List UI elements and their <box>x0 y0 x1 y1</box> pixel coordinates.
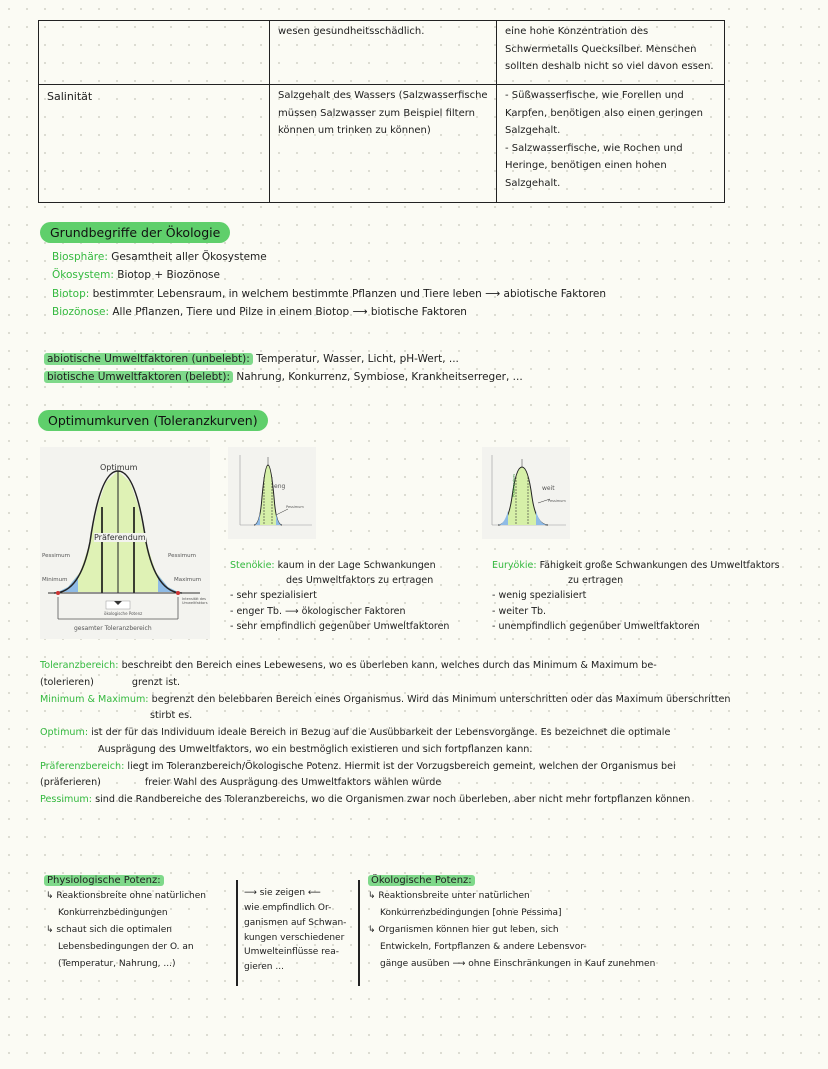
section-title-optimumkurven: Optimumkurven (Toleranzkurven) <box>38 410 268 431</box>
oek-line: Entwickeln, Fortpflanzen & andere Lebensvor- <box>380 942 587 953</box>
def-abiotisch <box>44 350 814 368</box>
table-cell-effect: Salzgehalt des Wassers (Salzwasserfische müssen Salzwasser zum Beispiel filtern können um trinken zu können) <box>270 85 497 203</box>
label-pessimum-small-2: Pessimum <box>548 499 566 503</box>
stenoekie-block <box>230 558 480 634</box>
euryoek-curve-diagram <box>482 447 570 539</box>
table-row <box>39 85 725 203</box>
oek-line: Konkurrenzbedingungen [ohne Pessima] <box>380 908 562 919</box>
phys-line: ↳ Reaktionsbreite ohne natürlichen <box>46 891 206 901</box>
stenoek-curve-diagram <box>228 447 316 539</box>
sub-term: (tolerieren) <box>40 676 94 688</box>
definition: beschreibt den Bereich eines Lebewesens, wo es überleben kann, welches durch das Minimum & Maximum be- <box>121 660 657 671</box>
def-biotisch <box>44 368 814 386</box>
mid-line: ⟶ sie zeigen ⟵ <box>244 888 321 898</box>
def-biotop <box>52 285 812 303</box>
def-biozoenose <box>52 303 812 321</box>
divider-left <box>236 880 238 986</box>
term: Stenökie: <box>230 560 275 571</box>
euryoekie-def-cont: zu ertragen <box>568 575 624 587</box>
oek-line: ↳ Reaktionsbreite unter natürlichen <box>368 891 530 901</box>
mid-line: wie empfindlich Or- <box>244 902 332 913</box>
euryoekie-bullet: - wenig spezialisiert <box>492 590 587 602</box>
definition: liegt im Toleranzbereich/Ökologische Potenz. Hiermit ist der Vorzugsbereich gemeint, welchen der Organismus bei <box>127 760 676 772</box>
phys-line: (Temperatur, Nahrung, ...) <box>58 959 176 970</box>
def-oekosystem <box>52 266 812 284</box>
def-biosphaere <box>52 248 812 266</box>
term: abiotische Umweltfaktoren (unbelebt): <box>44 353 253 365</box>
label-pessimum-left: Pessimum <box>42 553 70 559</box>
label-pessimum-right: Pessimum <box>168 553 196 559</box>
potenz-middle-note <box>244 886 356 975</box>
def-minmax <box>40 692 826 709</box>
definition: freier Wahl des Ausprägung des Umweltfaktors wählen würde <box>144 777 442 789</box>
phys-line: ↳ schaut sich die optimalen <box>46 925 172 936</box>
euryoekie-block <box>492 558 822 634</box>
sub-term: (präferieren) <box>40 777 101 789</box>
table-cell-examples: eine hohe Konzentration des Schwermetalls Quecksilber. Menschen sollten deshalb nicht so viel davon essen. <box>497 21 725 85</box>
definition: sind die Randbereiche des Toleranzbereichs, wo die Organismen zwar noch überleben, aber nicht mehr fortpflanzen können <box>95 794 691 806</box>
term: Toleranzbereich: <box>40 660 119 671</box>
oekologische-potenz-list <box>368 888 808 973</box>
oek-line: gänge ausüben ⟶ ohne Einschränkungen in Kauf zunehmen <box>380 959 656 970</box>
table-cell-factor <box>39 21 270 85</box>
term: Biosphäre: <box>52 251 108 263</box>
label-intensitaet: Intensität des Umweltfaktors <box>182 597 208 606</box>
label-maximum: Maximum <box>174 577 202 583</box>
definition: Fähigkeit große Schwankungen des Umweltfaktors <box>539 560 780 571</box>
section-title-grundbegriffe: Grundbegriffe der Ökologie <box>40 222 230 243</box>
definition: grenzt ist. <box>131 676 181 688</box>
euryoek-curve-svg <box>482 447 570 539</box>
definition: Alle Pflanzen, Tiere und Pilze in einem Biotop ⟶ biotische Faktoren <box>112 306 467 319</box>
optimum-curve-diagram <box>40 447 210 639</box>
label-praeferendum-small: Präferendum <box>512 474 516 497</box>
table-row <box>39 21 725 85</box>
label-weit: weit <box>542 485 555 492</box>
physiologische-potenz-title: Physiologische Potenz: <box>44 875 164 886</box>
def-optimum <box>40 725 826 742</box>
label-pessimum-small: Pessimum <box>286 505 304 509</box>
oekologische-potenz-title: Ökologische Potenz: <box>368 875 475 886</box>
umweltfaktoren <box>44 350 814 387</box>
term: Biozönose: <box>52 306 110 319</box>
term: Präferenzbereich: <box>40 760 125 772</box>
stenoek-curve-svg <box>228 447 316 539</box>
mid-line: gieren ... <box>244 962 284 973</box>
label-oekologische-potenz: ökologische Potenz <box>104 611 143 616</box>
physiologische-potenz-list <box>46 888 232 973</box>
term: Euryökie: <box>492 560 537 571</box>
stenoekie-bullet: - sehr spezialisiert <box>230 590 317 602</box>
oek-line: ↳ Organismen können hier gut leben, sich <box>368 925 559 936</box>
definition: bestimmter Lebensraum, in welchem bestimmte Pflanzen und Tiere leben ⟶ abiotische Faktoren <box>92 287 607 300</box>
stenoekie-def <box>230 558 480 573</box>
example-saltwater: - Salzwasserfische, wie Rochen und Heringe, benötigen einen hohen Salzgehalt. <box>505 142 683 189</box>
term: Optimum: <box>40 727 89 739</box>
label-minimum: Minimum <box>42 577 68 583</box>
grundbegriffe-list <box>52 248 812 322</box>
definition: kaum in der Lage Schwankungen <box>277 560 436 571</box>
def-praeferenzbereich <box>40 759 826 776</box>
definition: Biotop + Biozönose <box>117 269 220 282</box>
mid-line: kungen verschiedener <box>244 932 345 943</box>
def-optimum-cont: Ausprägung des Umweltfaktors, wo ein bestmöglich existieren und sich fortpflanzen kann. <box>98 743 533 755</box>
table-cell-effect: wesen gesundheitsschädlich. <box>270 21 497 85</box>
def-toleranzbereich-cont <box>40 675 826 692</box>
definition: Gesamtheit aller Ökosysteme <box>111 251 267 263</box>
divider-right <box>358 880 360 986</box>
term: biotische Umweltfaktoren (belebt): <box>44 371 233 383</box>
euryoekie-def <box>492 558 822 573</box>
euryoekie-bullet: - weiter Tb. <box>492 605 547 617</box>
table-cell-factor: Salinität <box>39 85 270 203</box>
example-freshwater: - Süßwasserfische, wie Forellen und Karpfen, benötigen also einen geringen Salzgehalt. <box>505 90 703 136</box>
term: Biotop: <box>52 287 90 300</box>
definition: begrenzt den belebbaren Bereich eines Organismus. Wird das Minimum unterschritten oder das Maximum überschritten <box>151 693 731 705</box>
label-gesamter-toleranzbereich: gesamter Toleranzbereich <box>74 625 152 632</box>
term: Minimum & Maximum: <box>40 693 149 705</box>
definitions-block <box>40 658 826 809</box>
phys-line: Konkurrenzbedingungen <box>58 908 168 919</box>
stenoekie-bullet: - enger Tb. ⟶ ökologischer Faktoren <box>230 605 406 617</box>
definition: Nahrung, Konkurrenz, Symbiose, Krankheitserreger, ... <box>236 371 523 384</box>
definition: Temperatur, Wasser, Licht, pH-Wert, ... <box>256 353 459 365</box>
term: Ökosystem: <box>52 269 114 282</box>
definition: ist der für das Individuum ideale Bereich in Bezug auf die Ausübbarkeit der Lebensvorgänge. Es bezeichnet die optimale <box>91 727 671 739</box>
mid-line: ganismen auf Schwan- <box>244 917 347 928</box>
phys-line: Lebensbedingungen der O. an <box>58 942 194 953</box>
stenoekie-bullet: - sehr empfindlich gegenüber Umweltfaktoren <box>230 620 450 632</box>
euryoekie-bullet: - unempfindlich gegenüber Umweltfaktoren <box>492 620 700 632</box>
label-optimum: Optimum <box>100 463 138 472</box>
stenoekie-def-cont: des Umweltfaktors zu ertragen <box>286 575 434 587</box>
mid-line: Umwelteinflüsse rea- <box>244 947 339 958</box>
label-eng: eng <box>274 483 286 490</box>
def-praeferenzbereich-cont <box>40 775 826 792</box>
table-cell-examples <box>497 85 725 203</box>
factor-table <box>38 20 725 203</box>
term: Pessimum: <box>40 794 93 806</box>
label-praeferendum: Präferendum <box>94 533 146 542</box>
def-minmax-cont: stirbt es. <box>150 710 193 722</box>
def-pessimum <box>40 792 826 809</box>
def-toleranzbereich <box>40 658 826 675</box>
